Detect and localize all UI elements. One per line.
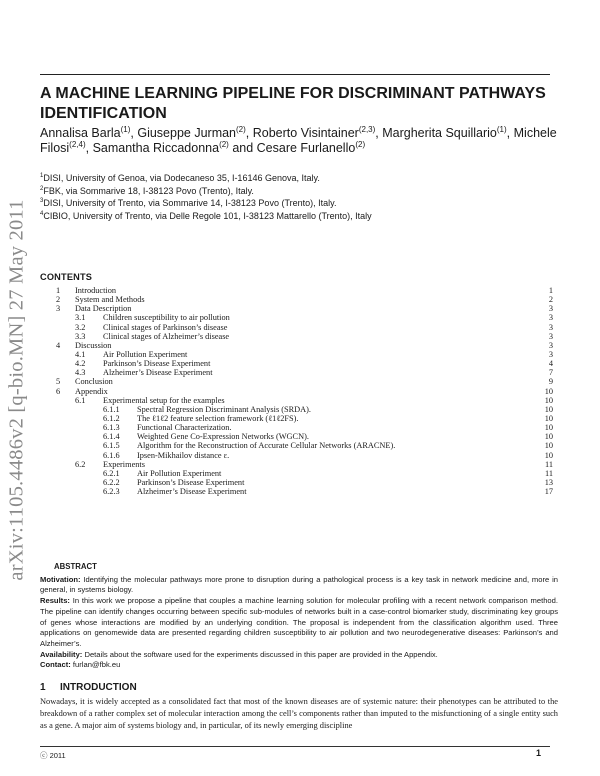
toc-page: 9 bbox=[548, 377, 553, 387]
abstract-motivation bbox=[40, 575, 558, 596]
toc-number: 6.1.4 bbox=[103, 432, 120, 442]
toc-title: Experimental setup for the examples bbox=[103, 395, 225, 405]
results-label: Results: bbox=[40, 596, 70, 606]
toc-entry[interactable] bbox=[40, 423, 560, 432]
affiliation-text: DISI, University of Genoa, via Dodecaneso 35, I-16146 Genova, Italy. bbox=[43, 173, 320, 183]
author: Margherita Squillario bbox=[382, 126, 497, 140]
toc-number: 5 bbox=[56, 377, 61, 387]
author-affiliation-mark: (2) bbox=[355, 139, 366, 149]
toc-entry[interactable] bbox=[40, 313, 560, 322]
toc-entry[interactable] bbox=[40, 396, 560, 405]
toc-number: 6.2.1 bbox=[103, 468, 120, 478]
toc-title: Introduction bbox=[75, 286, 117, 295]
toc-title: Clinical stages of Alzheimer’s disease bbox=[103, 331, 230, 341]
motivation-text: Identifying the molecular pathways more prone to disruption during a pathological process is a key task in network medicine and, more in general, in systems biology. bbox=[40, 574, 558, 595]
affiliation-text: DISI, University of Trento, via Sommarive 14, I-38123 Povo (Trento), Italy. bbox=[43, 198, 337, 209]
toc-entry[interactable] bbox=[40, 359, 560, 368]
toc-title: Air Pollution Experiment bbox=[103, 349, 188, 359]
author-affiliation-mark: (2) bbox=[219, 139, 229, 149]
toc-entry[interactable] bbox=[40, 295, 560, 304]
toc-title: Ipsen-Mikhailov distance ε. bbox=[137, 450, 230, 460]
toc-page: 4 bbox=[548, 359, 553, 369]
toc-page: 3 bbox=[548, 349, 553, 359]
introduction-heading bbox=[40, 682, 137, 693]
toc-entry[interactable] bbox=[40, 451, 560, 460]
toc-number: 4.3 bbox=[75, 368, 86, 378]
toc-entry[interactable] bbox=[40, 441, 560, 450]
author-affiliation-mark: (1) bbox=[496, 124, 507, 134]
toc-number: 3.3 bbox=[75, 331, 86, 341]
abstract-availability bbox=[40, 650, 558, 661]
toc-title: Experiments bbox=[103, 459, 145, 469]
toc-number: 6 bbox=[56, 386, 61, 396]
toc-page: 3 bbox=[548, 304, 553, 314]
toc-page: 10 bbox=[544, 432, 553, 442]
toc-number: 1 bbox=[56, 286, 61, 295]
abstract-results bbox=[40, 596, 558, 650]
toc-entry[interactable] bbox=[40, 414, 560, 423]
affiliation bbox=[40, 197, 560, 210]
affiliation-list bbox=[40, 172, 560, 222]
toc-title: Air Pollution Experiment bbox=[137, 468, 222, 478]
toc-entry[interactable] bbox=[40, 387, 560, 396]
toc-title: Weighted Gene Co-Expression Networks (WGCN). bbox=[137, 432, 309, 442]
affiliation-number: 4 bbox=[40, 210, 44, 217]
toc-title: Parkinson’s Disease Experiment bbox=[137, 477, 245, 487]
author: Annalisa Barla bbox=[40, 126, 121, 140]
affiliation-text: FBK, via Sommarive 18, I-38123 Povo (Trento), Italy. bbox=[43, 185, 254, 196]
toc-entry[interactable] bbox=[40, 323, 560, 332]
availability-text: Details about the software used for the experiments discussed in this paper are provided in the Appendix. bbox=[84, 649, 438, 659]
affiliation-number: 2 bbox=[40, 185, 44, 192]
toc-entry[interactable] bbox=[40, 350, 560, 359]
toc-page: 3 bbox=[548, 331, 553, 341]
toc-number: 6.2 bbox=[75, 459, 86, 469]
toc-page: 2 bbox=[548, 295, 553, 305]
toc-page: 7 bbox=[548, 368, 553, 378]
author-affiliation-mark: (2) bbox=[236, 124, 246, 134]
introduction-paragraph: Nowadays, it is widely accepted as a consolidated fact that most of the known diseases are of systemic nature: their phenotypes can be attributed to the breakdown of a rather complex set of molecular interaction among the cell’s components rather than imputed to the misfunctioning of a single entity such as a gene. A major aim of systems biology and, in particular, of its newly emerging discipline bbox=[40, 697, 558, 731]
toc-entry[interactable] bbox=[40, 304, 560, 313]
toc-number: 4 bbox=[56, 340, 61, 350]
toc-page: 11 bbox=[545, 468, 553, 478]
toc-entry[interactable] bbox=[40, 405, 560, 414]
toc-page: 10 bbox=[544, 413, 553, 423]
toc-number: 6.1.2 bbox=[103, 413, 120, 423]
author-affiliation-mark: (2,4) bbox=[69, 139, 86, 149]
table-of-contents bbox=[40, 286, 560, 496]
toc-number: 3.2 bbox=[75, 322, 86, 332]
toc-page: 10 bbox=[544, 441, 553, 451]
toc-number: 6.1.1 bbox=[103, 404, 120, 414]
author-affiliation-mark: (1) bbox=[120, 124, 131, 134]
toc-page: 3 bbox=[548, 340, 553, 350]
toc-entry[interactable] bbox=[40, 478, 560, 487]
toc-title: Children susceptibility to air pollution bbox=[103, 313, 230, 323]
toc-entry[interactable] bbox=[40, 332, 560, 341]
author: Samantha Riccadonna bbox=[92, 140, 220, 155]
toc-page: 17 bbox=[544, 487, 553, 497]
toc-number: 6.1.5 bbox=[103, 441, 120, 451]
toc-page: 10 bbox=[544, 404, 553, 414]
toc-number: 6.2.3 bbox=[103, 487, 120, 497]
author: Cesare Furlanello bbox=[256, 140, 356, 155]
toc-page: 3 bbox=[548, 313, 553, 323]
toc-page: 3 bbox=[548, 322, 553, 332]
toc-entry[interactable] bbox=[40, 432, 560, 441]
toc-entry[interactable] bbox=[40, 368, 560, 377]
arxiv-stamp bbox=[0, 0, 34, 776]
toc-title: Appendix bbox=[75, 386, 108, 396]
toc-title: Conclusion bbox=[75, 377, 113, 387]
toc-number: 6.1.6 bbox=[103, 450, 120, 460]
affiliation-number: 1 bbox=[40, 173, 44, 179]
toc-title: Spectral Regression Discriminant Analysis (SRDA). bbox=[137, 404, 311, 414]
arxiv-identifier: arXiv:1105.4486v2 [q-bio.MN] 27 May 2011 bbox=[5, 199, 28, 581]
affiliation bbox=[40, 185, 560, 198]
motivation-label: Motivation: bbox=[40, 574, 81, 584]
footer-rule bbox=[40, 746, 550, 747]
toc-number: 4.1 bbox=[75, 349, 86, 359]
toc-page: 10 bbox=[544, 423, 553, 433]
toc-number: 4.2 bbox=[75, 359, 86, 369]
toc-entry[interactable] bbox=[40, 286, 560, 295]
toc-page: 11 bbox=[545, 459, 553, 469]
author: Roberto Visintainer bbox=[252, 126, 359, 140]
author-affiliation-mark: (2,3) bbox=[358, 124, 376, 134]
abstract-section bbox=[40, 562, 558, 671]
toc-number: 6.1.3 bbox=[103, 423, 120, 433]
toc-number: 6.2.2 bbox=[103, 477, 120, 487]
toc-number: 3 bbox=[56, 304, 61, 314]
page-number: 1 bbox=[536, 748, 542, 758]
affiliation bbox=[40, 172, 560, 185]
toc-number: 6.1 bbox=[75, 395, 86, 405]
toc-title: Algorithm for the Reconstruction of Accurate Cellular Networks (ARACNE). bbox=[137, 441, 396, 451]
toc-entry[interactable] bbox=[40, 487, 560, 496]
toc-entry[interactable] bbox=[40, 377, 560, 386]
paper-title: A MACHINE LEARNING PIPELINE FOR DISCRIMINANT PATHWAYS IDENTIFICATION bbox=[40, 85, 546, 122]
toc-title: Discussion bbox=[75, 340, 112, 350]
toc-page: 13 bbox=[544, 477, 553, 487]
toc-page: 10 bbox=[544, 450, 553, 460]
toc-title: Functional Characterization. bbox=[137, 423, 232, 433]
contents-heading: CONTENTS bbox=[40, 272, 93, 282]
affiliation-number: 3 bbox=[40, 198, 44, 205]
contact-label: Contact: bbox=[40, 660, 71, 670]
toc-title: Alzheimer’s Disease Experiment bbox=[103, 368, 213, 378]
toc-title: System and Methods bbox=[75, 295, 145, 305]
toc-entry[interactable] bbox=[40, 341, 560, 350]
copyright-notice: ⓒ 2011 bbox=[40, 751, 66, 760]
author-list: Annalisa Barla$^{(1)}$, Giuseppe Jurman$^{(2)}$, Roberto Visintainer$^{(2,3)}$, Margherita Squillario$^{(1)}$, Michele Filosi$^{(2,4)}$, Samantha Riccadonna$^{(2)}$ and Cesare Furlanello$^{(2)}$ bbox=[40, 124, 557, 155]
toc-title: The ℓ1ℓ2 feature selection framework (ℓ1ℓ2FS). bbox=[137, 413, 299, 423]
toc-title: Parkinson’s Disease Experiment bbox=[103, 359, 211, 369]
toc-number: 3.1 bbox=[75, 313, 86, 323]
abstract-contact bbox=[40, 660, 558, 671]
author: Michele Filosi bbox=[40, 126, 557, 155]
section-title: INTRODUCTION bbox=[60, 682, 137, 693]
toc-number: 2 bbox=[56, 295, 61, 305]
toc-title: Alzheimer’s Disease Experiment bbox=[137, 487, 247, 497]
toc-page: 1 bbox=[548, 286, 553, 295]
toc-page: 10 bbox=[544, 395, 553, 405]
toc-title: Clinical stages of Parkinson’s disease bbox=[103, 322, 228, 332]
abstract-heading: ABSTRACT bbox=[54, 562, 97, 571]
toc-title: Data Description bbox=[75, 304, 132, 314]
results-text: In this work we propose a pipeline that couples a machine learning solution for molecular profiling with a recent network comparison method. The pipeline can identify changes occurring between specific sub-modules of networks built in a case-control biomarker study, discriminating key groups of genes whose interactions are modified by an underlying condition. The proposal is independent from the classification algorithm used. Three applications on genomewide data are presented regarding children susceptibility to air pollution and two neurodegenerative diseases: Parkinson’s and Alzheimer’s. bbox=[40, 596, 558, 648]
toc-entry[interactable] bbox=[40, 460, 560, 469]
contact-email[interactable]: furlan@fbk.eu bbox=[72, 660, 121, 670]
author: Giuseppe Jurman bbox=[137, 126, 237, 140]
affiliation-text: CIBIO, University of Trento, via Delle Regole 101, I-38123 Mattarello (Trento), Italy bbox=[43, 210, 372, 221]
availability-label: Availability: bbox=[40, 649, 83, 659]
toc-entry[interactable] bbox=[40, 469, 560, 478]
affiliation bbox=[40, 210, 560, 223]
section-number: 1 bbox=[40, 682, 46, 693]
toc-page: 10 bbox=[544, 386, 553, 396]
header-rule bbox=[40, 74, 550, 75]
